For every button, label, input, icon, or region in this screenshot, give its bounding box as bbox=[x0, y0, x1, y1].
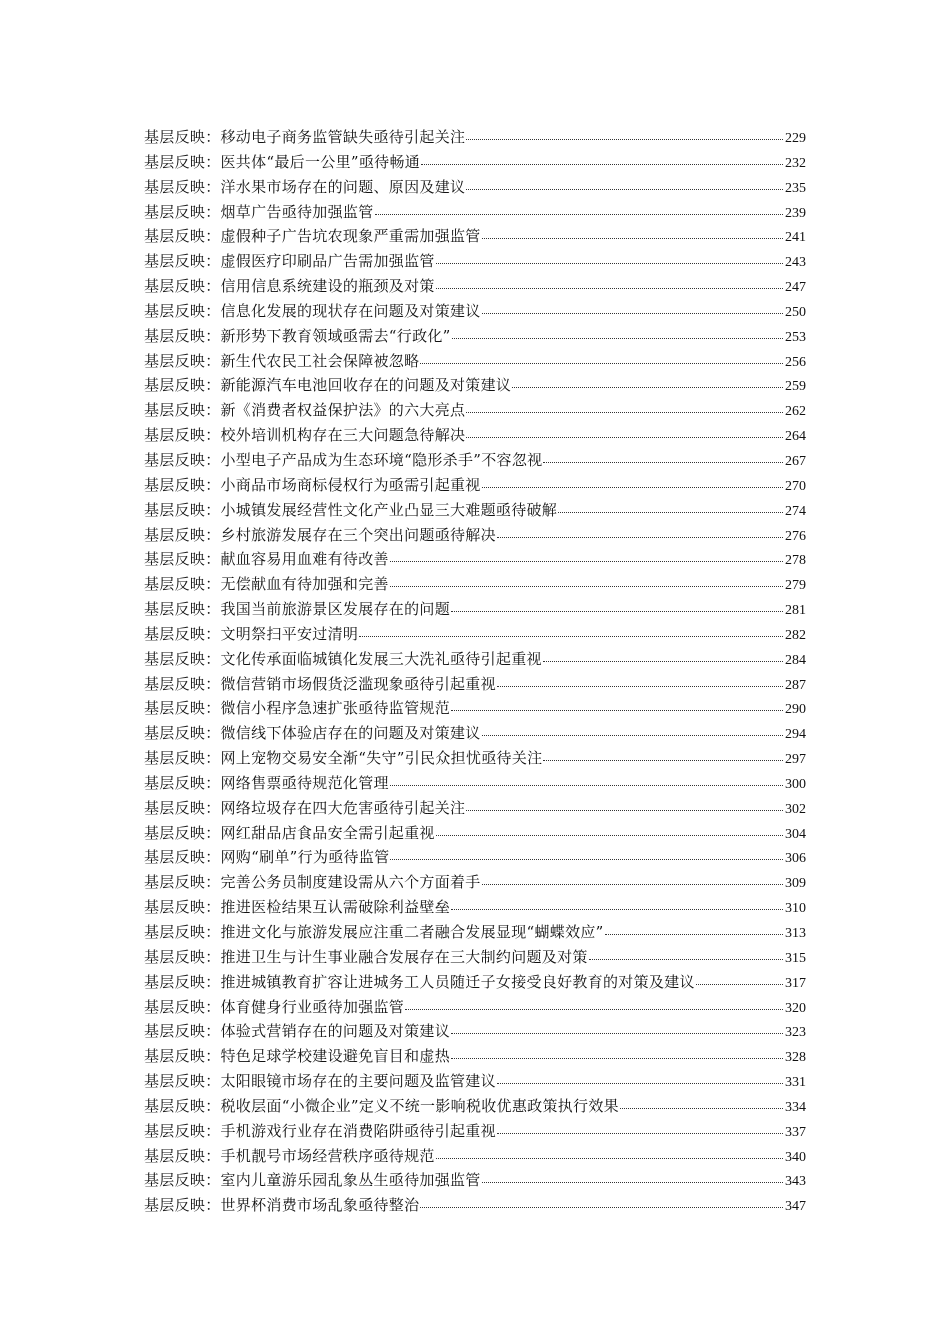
toc-entry-title: 基层反映：网上宠物交易安全渐“失守”引民众担忧亟待关注 bbox=[144, 749, 543, 768]
toc-entry[interactable] bbox=[144, 448, 806, 473]
toc-entry[interactable] bbox=[144, 1069, 806, 1094]
toc-entry[interactable] bbox=[144, 1119, 806, 1144]
toc-entry-page-number: 267 bbox=[785, 453, 806, 469]
toc-entry-page-number: 241 bbox=[785, 230, 806, 246]
toc-dot-leader bbox=[482, 312, 783, 314]
toc-entry-page-number: 313 bbox=[785, 926, 806, 941]
toc-entry-page-number: 337 bbox=[785, 1124, 806, 1140]
toc-entry[interactable] bbox=[144, 771, 806, 796]
toc-entry[interactable] bbox=[144, 746, 806, 771]
toc-entry-title: 基层反映：校外培训机构存在三大问题急待解决 bbox=[144, 426, 466, 445]
toc-entry-page-number: 278 bbox=[785, 553, 806, 569]
toc-entry[interactable] bbox=[144, 647, 806, 672]
toc-entry-title: 基层反映：新形势下教育领域亟需去“行政化” bbox=[144, 326, 451, 345]
toc-entry-title: 基层反映：文明祭扫平安过清明 bbox=[144, 624, 359, 643]
toc-entry[interactable] bbox=[144, 845, 806, 870]
toc-entry[interactable] bbox=[144, 324, 806, 349]
toc-dot-leader bbox=[482, 734, 783, 736]
toc-dot-leader bbox=[466, 436, 783, 438]
toc-dot-leader bbox=[543, 660, 783, 662]
toc-entry-page-number: 235 bbox=[785, 180, 806, 196]
toc-entry-title: 基层反映：微信营销市场假货泛滥现象亟待引起重视 bbox=[144, 674, 496, 693]
toc-entry-page-number: 328 bbox=[785, 1050, 806, 1066]
toc-dot-leader bbox=[390, 560, 783, 562]
toc-entry-page-number: 232 bbox=[785, 155, 806, 171]
toc-entry[interactable] bbox=[144, 1019, 806, 1044]
toc-entry-title: 基层反映：新《消费者权益保护法》的六大亮点 bbox=[144, 401, 466, 420]
toc-entry-page-number: 243 bbox=[785, 255, 806, 271]
toc-dot-leader bbox=[620, 1107, 783, 1109]
toc-entry-page-number: 306 bbox=[785, 851, 806, 867]
toc-dot-leader bbox=[436, 287, 783, 289]
toc-entry[interactable] bbox=[144, 200, 806, 225]
toc-entry-page-number: 279 bbox=[785, 578, 806, 594]
toc-dot-leader bbox=[375, 213, 783, 215]
toc-entry-page-number: 264 bbox=[785, 429, 806, 445]
toc-entry-title: 基层反映：洋水果市场存在的问题、原因及建议 bbox=[144, 177, 466, 196]
toc-entry-title: 基层反映：网红甜品店食品安全需引起重视 bbox=[144, 823, 435, 842]
toc-dot-leader bbox=[696, 983, 783, 985]
toc-dot-leader bbox=[436, 262, 783, 264]
toc-entry-title: 基层反映：烟草广告亟待加强监管 bbox=[144, 202, 374, 221]
toc-entry-title: 基层反映：微信小程序急速扩张亟待监管规范 bbox=[144, 699, 451, 718]
toc-entry[interactable] bbox=[144, 970, 806, 995]
toc-dot-leader bbox=[605, 933, 783, 935]
toc-dot-leader bbox=[359, 635, 783, 637]
toc-dot-leader bbox=[390, 784, 783, 786]
toc-dot-leader bbox=[482, 237, 783, 239]
toc-entry-title: 基层反映：特色足球学校建设避免盲目和虚热 bbox=[144, 1047, 451, 1066]
toc-entry-title: 基层反映：完善公务员制度建设需从六个方面着手 bbox=[144, 873, 481, 892]
toc-entry[interactable] bbox=[144, 224, 806, 249]
toc-dot-leader bbox=[497, 1132, 783, 1134]
toc-entry[interactable] bbox=[144, 1193, 806, 1218]
toc-entry[interactable] bbox=[144, 672, 806, 697]
toc-dot-leader bbox=[482, 486, 783, 488]
toc-entry-title: 基层反映：小商品市场商标侵权行为亟需引起重视 bbox=[144, 475, 481, 494]
toc-dot-leader bbox=[466, 809, 783, 811]
toc-entry-page-number: 331 bbox=[785, 1075, 806, 1091]
toc-dot-leader bbox=[497, 685, 783, 687]
toc-dot-leader bbox=[451, 610, 783, 612]
toc-entry[interactable] bbox=[144, 299, 806, 324]
toc-entry-title: 基层反映：献血容易用血难有待改善 bbox=[144, 550, 389, 569]
toc-entry-page-number: 247 bbox=[785, 280, 806, 296]
toc-entry-title: 基层反映：医共体“最后一公里”亟待畅通 bbox=[144, 152, 421, 171]
toc-entry[interactable] bbox=[144, 1044, 806, 1069]
toc-entry-title: 基层反映：太阳眼镜市场存在的主要问题及监管建议 bbox=[144, 1072, 496, 1091]
toc-entry-page-number: 315 bbox=[785, 950, 806, 966]
toc-entry-page-number: 310 bbox=[785, 901, 806, 917]
toc-dot-leader bbox=[390, 585, 783, 587]
toc-entry[interactable] bbox=[144, 870, 806, 895]
toc-entry[interactable] bbox=[144, 398, 806, 423]
toc-entry-title: 基层反映：虚假医疗印刷品广告需加强监管 bbox=[144, 252, 435, 271]
toc-dot-leader bbox=[466, 188, 783, 190]
toc-dot-leader bbox=[405, 1008, 783, 1010]
toc-entry-title: 基层反映：网络售票亟待规范化管理 bbox=[144, 773, 389, 792]
toc-entry[interactable] bbox=[144, 175, 806, 200]
toc-entry-page-number: 302 bbox=[785, 801, 806, 817]
toc-entry[interactable] bbox=[144, 249, 806, 274]
toc-entry[interactable] bbox=[144, 1168, 806, 1193]
toc-dot-leader bbox=[390, 858, 783, 860]
toc-dot-leader bbox=[451, 1032, 783, 1034]
toc-entry[interactable] bbox=[144, 1094, 806, 1119]
toc-entry[interactable] bbox=[144, 373, 806, 398]
toc-entry-page-number: 334 bbox=[785, 1099, 806, 1115]
toc-entry-page-number: 347 bbox=[785, 1199, 806, 1215]
toc-entry-page-number: 297 bbox=[785, 752, 806, 768]
toc-entry[interactable] bbox=[144, 995, 806, 1020]
toc-entry-title: 基层反映：网购“刷单”行为亟待监管 bbox=[144, 848, 390, 867]
toc-entry-title: 基层反映：新能源汽车电池回收存在的问题及对策建议 bbox=[144, 376, 512, 395]
toc-dot-leader bbox=[466, 411, 783, 413]
toc-entry-title: 基层反映：文化传承面临城镇化发展三大洗礼亟待引起重视 bbox=[144, 649, 542, 668]
toc-entry-page-number: 340 bbox=[785, 1149, 806, 1165]
toc-dot-leader bbox=[512, 386, 783, 388]
toc-dot-leader bbox=[543, 759, 783, 761]
toc-entry-title: 基层反映：体验式营销存在的问题及对策建议 bbox=[144, 1022, 451, 1041]
toc-entry-title: 基层反映：网络垃圾存在四大危害亟待引起关注 bbox=[144, 798, 466, 817]
toc-entry-title: 基层反映：室内儿童游乐园乱象丛生亟待加强监管 bbox=[144, 1171, 481, 1190]
toc-entry[interactable] bbox=[144, 920, 806, 945]
toc-dot-leader bbox=[558, 511, 783, 513]
toc-entry[interactable] bbox=[144, 150, 806, 175]
toc-entry-page-number: 287 bbox=[785, 677, 806, 693]
toc-entry-title: 基层反映：世界杯消费市场乱象亟待整治 bbox=[144, 1196, 420, 1215]
toc-dot-leader bbox=[543, 461, 783, 463]
toc-entry-page-number: 323 bbox=[785, 1025, 806, 1041]
toc-entry[interactable] bbox=[144, 1144, 806, 1169]
toc-entry-title: 基层反映：信用信息系统建设的瓶颈及对策 bbox=[144, 277, 435, 296]
toc-entry-title: 基层反映：信息化发展的现状存在问题及对策建议 bbox=[144, 301, 481, 320]
toc-entry-page-number: 250 bbox=[785, 304, 806, 320]
toc-entry-page-number: 320 bbox=[785, 1000, 806, 1016]
toc-entry[interactable] bbox=[144, 523, 806, 548]
toc-entry-page-number: 276 bbox=[785, 528, 806, 544]
toc-entry[interactable] bbox=[144, 796, 806, 821]
toc-entry[interactable] bbox=[144, 721, 806, 746]
toc-entry-page-number: 300 bbox=[785, 776, 806, 792]
toc-dot-leader bbox=[436, 1157, 783, 1159]
toc-entry-title: 基层反映：手机靓号市场经营秩序亟待规范 bbox=[144, 1146, 435, 1165]
toc-entry-page-number: 284 bbox=[785, 652, 806, 668]
toc-dot-leader bbox=[589, 958, 783, 960]
toc-entry[interactable] bbox=[144, 473, 806, 498]
toc-dot-leader bbox=[497, 536, 783, 538]
toc-entry-title: 基层反映：推进文化与旅游发展应注重二者融合发展显现“蝴蝶效应” bbox=[144, 923, 604, 941]
toc-dot-leader bbox=[420, 362, 783, 364]
toc-dot-leader bbox=[482, 883, 783, 885]
toc-entry-title: 基层反映：小型电子产品成为生态环境“隐形杀手”不容忽视 bbox=[144, 450, 543, 469]
toc-entry[interactable] bbox=[144, 945, 806, 970]
toc-entry-page-number: 256 bbox=[785, 354, 806, 370]
toc-dot-leader bbox=[436, 834, 783, 836]
toc-dot-leader bbox=[420, 1206, 783, 1208]
toc-entry[interactable] bbox=[144, 498, 806, 523]
toc-entry-page-number: 259 bbox=[785, 379, 806, 395]
toc-entry-page-number: 274 bbox=[785, 503, 806, 519]
toc-entry-title: 基层反映：推进卫生与计生事业融合发展存在三大制约问题及对策 bbox=[144, 947, 588, 966]
toc-entry[interactable] bbox=[144, 349, 806, 374]
toc-entry-page-number: 282 bbox=[785, 627, 806, 643]
toc-entry-page-number: 253 bbox=[785, 329, 806, 345]
toc-dot-leader bbox=[451, 709, 783, 711]
toc-entry-page-number: 309 bbox=[785, 876, 806, 892]
toc-entry-title: 基层反映：手机游戏行业存在消费陷阱亟待引起重视 bbox=[144, 1121, 496, 1140]
toc-entry-title: 基层反映：推进医检结果互认需破除利益壁垒 bbox=[144, 898, 451, 917]
toc-dot-leader bbox=[482, 1181, 783, 1183]
toc-entry-page-number: 229 bbox=[785, 131, 806, 146]
toc-entry-page-number: 317 bbox=[785, 975, 806, 991]
toc-entry-title: 基层反映：虚假种子广告坑农现象严重需加强监管 bbox=[144, 227, 481, 246]
toc-dot-leader bbox=[451, 908, 783, 910]
toc-entry-title: 基层反映：乡村旅游发展存在三个突出问题亟待解决 bbox=[144, 525, 496, 544]
toc-dot-leader bbox=[497, 1082, 783, 1084]
toc-entry-page-number: 270 bbox=[785, 478, 806, 494]
toc-dot-leader bbox=[421, 163, 783, 165]
toc-dot-leader bbox=[452, 337, 783, 339]
table-of-contents bbox=[144, 125, 806, 1218]
toc-entry-title: 基层反映：移动电子商务监管缺失亟待引起关注 bbox=[144, 128, 466, 146]
toc-entry-page-number: 262 bbox=[785, 404, 806, 420]
toc-entry-page-number: 294 bbox=[785, 727, 806, 743]
toc-dot-leader bbox=[466, 138, 783, 140]
toc-entry-page-number: 290 bbox=[785, 702, 806, 718]
toc-entry-title: 基层反映：体育健身行业亟待加强监管 bbox=[144, 997, 405, 1016]
toc-entry-title: 基层反映：小城镇发展经营性文化产业凸显三大难题亟待破解 bbox=[144, 500, 558, 519]
toc-entry[interactable] bbox=[144, 821, 806, 846]
toc-entry-title: 基层反映：推进城镇教育扩容让进城务工人员随迁子女接受良好教育的对策及建议 bbox=[144, 972, 695, 991]
toc-entry-title: 基层反映：微信线下体验店存在的问题及对策建议 bbox=[144, 724, 481, 743]
toc-entry-page-number: 239 bbox=[785, 205, 806, 221]
toc-entry-page-number: 304 bbox=[785, 826, 806, 842]
toc-entry-title: 基层反映：无偿献血有待加强和完善 bbox=[144, 575, 389, 594]
toc-entry[interactable] bbox=[144, 125, 806, 150]
toc-entry-page-number: 281 bbox=[785, 603, 806, 619]
toc-entry[interactable] bbox=[144, 572, 806, 597]
toc-entry-title: 基层反映：我国当前旅游景区发展存在的问题 bbox=[144, 600, 451, 619]
toc-entry[interactable] bbox=[144, 622, 806, 647]
toc-entry[interactable] bbox=[144, 423, 806, 448]
toc-entry-title: 基层反映：税收层面“小微企业”定义不统一影响税收优惠政策执行效果 bbox=[144, 1096, 619, 1115]
toc-entry-page-number: 343 bbox=[785, 1174, 806, 1190]
toc-entry-title: 基层反映：新生代农民工社会保障被忽略 bbox=[144, 351, 420, 370]
toc-dot-leader bbox=[451, 1057, 783, 1059]
toc-entry[interactable] bbox=[144, 895, 806, 920]
toc-entry[interactable] bbox=[144, 597, 806, 622]
toc-entry[interactable] bbox=[144, 274, 806, 299]
toc-entry[interactable] bbox=[144, 696, 806, 721]
toc-entry[interactable] bbox=[144, 547, 806, 572]
